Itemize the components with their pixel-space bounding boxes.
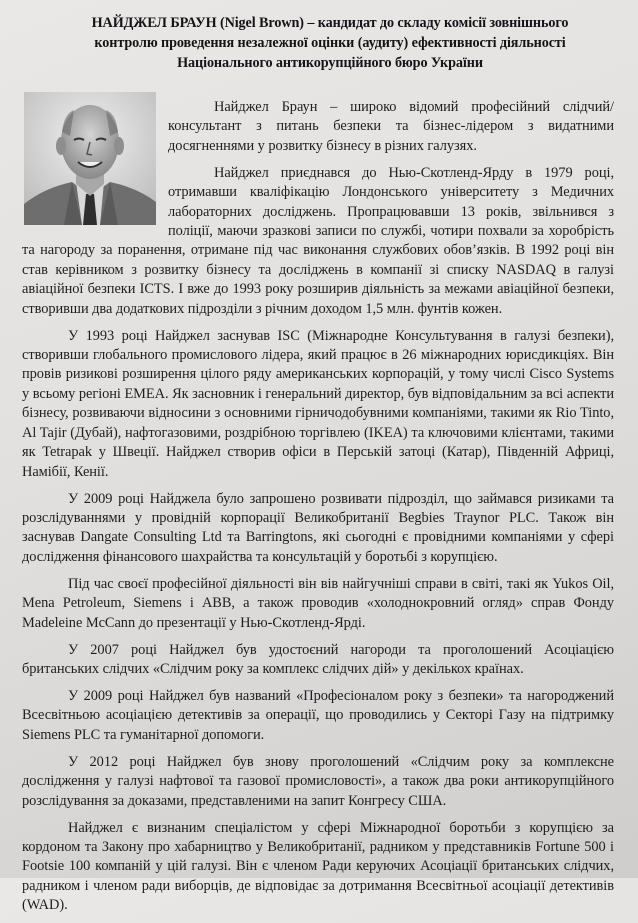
- paragraph-cases: Під час своєї професійної діяльності він вів найгучніші справи в світі, такі як Yukos Oil, Mena Petroleum, Siemens і ABB, а також проводив «холоднокровний огляд» справ Фонду Madeleine McCann до презентації у Нью-Скотленд-Ярді.: [22, 575, 614, 631]
- paragraph-award-2009: У 2009 році Найджел був названий «Професіоналом року з безпеки» та нагороджений Всесвітньою асоціацією детективів за операції, що проводились у Секторі Газу на підтримку Siemens PLC та гуманітарної допомоги.: [22, 687, 614, 743]
- document-title: [40, 13, 620, 73]
- title-line-2: контролю проведення незалежної оцінки (аудиту) ефективності діяльності: [94, 35, 566, 51]
- paragraph-isc: У 1993 році Найджел заснував ISC (Міжнародне Консультування в галузі безпеки), створивши глобального промислового лідера, який працює в 26 міжнародних юрисдикціях. Він провів ризикові розширення цілого ряду американських корпорацій, у тому числі Cisco Systems у всьому регіоні EMEA. Як засновник і генеральний директор, був відповідальним за всі аспекти бізнесу, розвиваючи відносини з основними гірничодобувними компаніями, такими як Rio Tinto, Al Tajir (Дубай), нафтогазовими, роздрібною торгівлею (IKEA) та ключовими клієнтами, такими як Tetrapak у Швеції. Найджел створив офіси в Перській затоці (Катар), Південній Африці, Намібії, Кенії.: [22, 327, 614, 480]
- photo-spacer: [22, 98, 168, 230]
- paragraph-award-2007: У 2007 році Найджел був удостоєний нагороди та проголошений Асоціацією британських слідчих «Слідчим року за комплекс слідчих дій» у декількох країнах.: [22, 641, 614, 677]
- paragraph-begbies: У 2009 році Найджела було запрошено розвивати підрозділ, що займався ризиками та розслідуваннями у провідній корпорації Великобританії Begbies Traynor PLC. Також він заснував Dangate Consulting Ltd та Barringtons, які сьогодні є провідними компаніями у сфері дослідження фінансового шахрайства та консультацій у боротьбі з корупцією.: [22, 490, 614, 565]
- paragraph-scotland-yard: Найджел приєднався до Нью-Скотленд-Ярду в 1979 році, отримавши кваліфікацію Лондонського університету з Медичних лабораторних досліджень. Пропрацювавши 13 років, звільнився з поліції, маючи зразкові записи по службі, чотири похвали за хоробрість та нагороду за поранення, отримане під час виконання службових обов’язків. В 1992 році він став керівником з розвитку бізнесу та досліджень в компанії зі списку NASDAQ в галузі авіаційної безпеки ICTS. І вже до 1993 року розширив діяльність за межами авіаційної безпеки, створивши два додаткових підрозділи з річним доходом 1,5 млн. фунтів кожен.: [22, 164, 614, 317]
- paragraph-award-2012: У 2012 році Найджел був знову проголошений «Слідчим року за комплексне дослідження у галузі нафтової та газової промисловості», а також два роки антикорупційного розслідування за доказами, представленими на запит Конгресу США.: [22, 753, 614, 809]
- title-line-1: НАЙДЖЕЛ БРАУН (Nigel Brown) – кандидат до складу комісії зовнішнього: [91, 15, 569, 31]
- title-line-3: Національного антикорупційного бюро України: [177, 55, 483, 71]
- document-body: [22, 98, 614, 923]
- paragraph-intro: Найджел Браун – широко відомий професійний слідчий/консультант з питань безпеки та бізнес-лідером з видатними досягненнями у розвитку бізнесу в різних галузях.: [168, 99, 614, 154]
- paragraph-anticorruption: Найджел є визнаним спеціалістом у сфері Міжнародної боротьби з корупцією за кордоном та Закону про хабарництво у Великобританії, радником у представників Fortune 500 і Footsie 100 компаній у цій галузі. Він є членом Ради керуючих Асоціації британських слідчих, радником і членом ради виборців, де відповідає за дотримання Всесвітньої асоціації детективів (WAD).: [22, 819, 614, 914]
